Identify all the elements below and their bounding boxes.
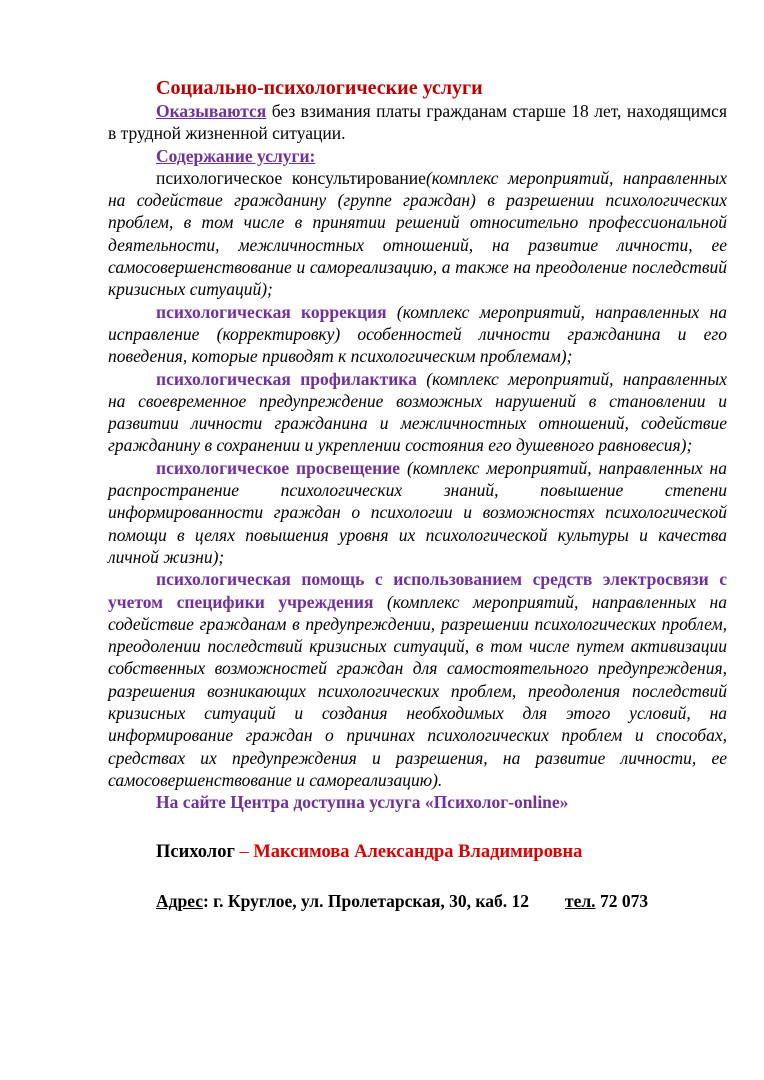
online-note-line <box>156 791 727 813</box>
service-name: психологическое просвещение <box>156 457 401 478</box>
intro-paragraph <box>108 100 727 145</box>
service-item-consulting <box>108 167 727 301</box>
service-description: (комплекс мероприятий, направленных на исправление (корректировку) особенностей личности гражданина и его поведения, которые приводят к психологическим проблемам); <box>108 301 727 367</box>
service-item-remote-help <box>108 568 727 791</box>
service-name: психологическая профилактика <box>156 368 417 389</box>
address-line <box>156 890 727 912</box>
service-name: психологическая помощь с использованием средств электросвязи с учетом специфики учреждения <box>108 569 727 612</box>
service-description: (комплекс мероприятий, направленных на содействие гражданину (группе граждан) в разрешении психологических проблем, в том числе в принятии решений относительно профессиональной деятельности, межличностных отношений, на развитие личности, ее самосовершенствование и самореализацию, а также на преодоление последствий кризисных ситуаций); <box>108 167 727 300</box>
content-heading: Содержание услуги: <box>156 145 316 166</box>
service-item-education <box>108 457 727 568</box>
service-name: психологическая коррекция <box>156 301 387 322</box>
content-heading-line <box>156 145 727 167</box>
service-description: (комплекс мероприятий, направленных на своевременное предупреждение возможных нарушений в становлении и развитии личности гражданина и межличностных отношений, содействие гражданину в сохранении и укреплении состояния его душевного равновесия); <box>108 368 727 456</box>
intro-text: без взимания платы гражданам старше 18 лет, находящимся в трудной жизненной ситуации. <box>108 101 727 144</box>
psychologist-label: Психолог <box>156 841 235 862</box>
psychologist-name: Максимова Александра Владимировна <box>253 841 583 862</box>
service-item-prevention <box>108 368 727 457</box>
service-item-correction <box>108 301 727 368</box>
service-description: (комплекс мероприятий, направленных на распространение психологических знаний, повышение степени информированности граждан о психологии и возможностях психологической помощи в целях повышения уровня их психологической культуры и качества личной жизни); <box>108 457 727 567</box>
phone-label: тел. <box>565 890 596 911</box>
psychologist-line <box>156 841 727 863</box>
psychologist-dash: – <box>234 841 254 862</box>
online-note: На сайте Центра доступна услуга «Психолог-online» <box>156 792 569 813</box>
service-description: (комплекс мероприятий, направленных на содействие гражданам в предупреждении, разрешении психологических проблем, преодолении последствий кризисных ситуаций, в том числе путем активизации собственных возможностей граждан для самостоятельного предупреждения, разрешения возникающих психологических проблем, преодоления последствий кризисных ситуаций и создания необходимых для этого условий, на информирование граждан о причинах психологических проблем и способах, средствах их предупреждения и разрешения, на развитие личности, ее самосовершенствование и самореализацию). <box>108 591 727 790</box>
page-title: Социально-психологические услуги <box>156 77 483 99</box>
intro-label: Оказываются <box>156 101 267 121</box>
service-name: психологическое консультирование <box>156 167 426 188</box>
address-value: : г. Круглое, ул. Пролетарская, 30, каб. 12 <box>202 890 529 911</box>
address-label: Адрес <box>156 890 203 911</box>
phone-block <box>565 891 648 911</box>
phone-number: 72 073 <box>595 890 649 911</box>
